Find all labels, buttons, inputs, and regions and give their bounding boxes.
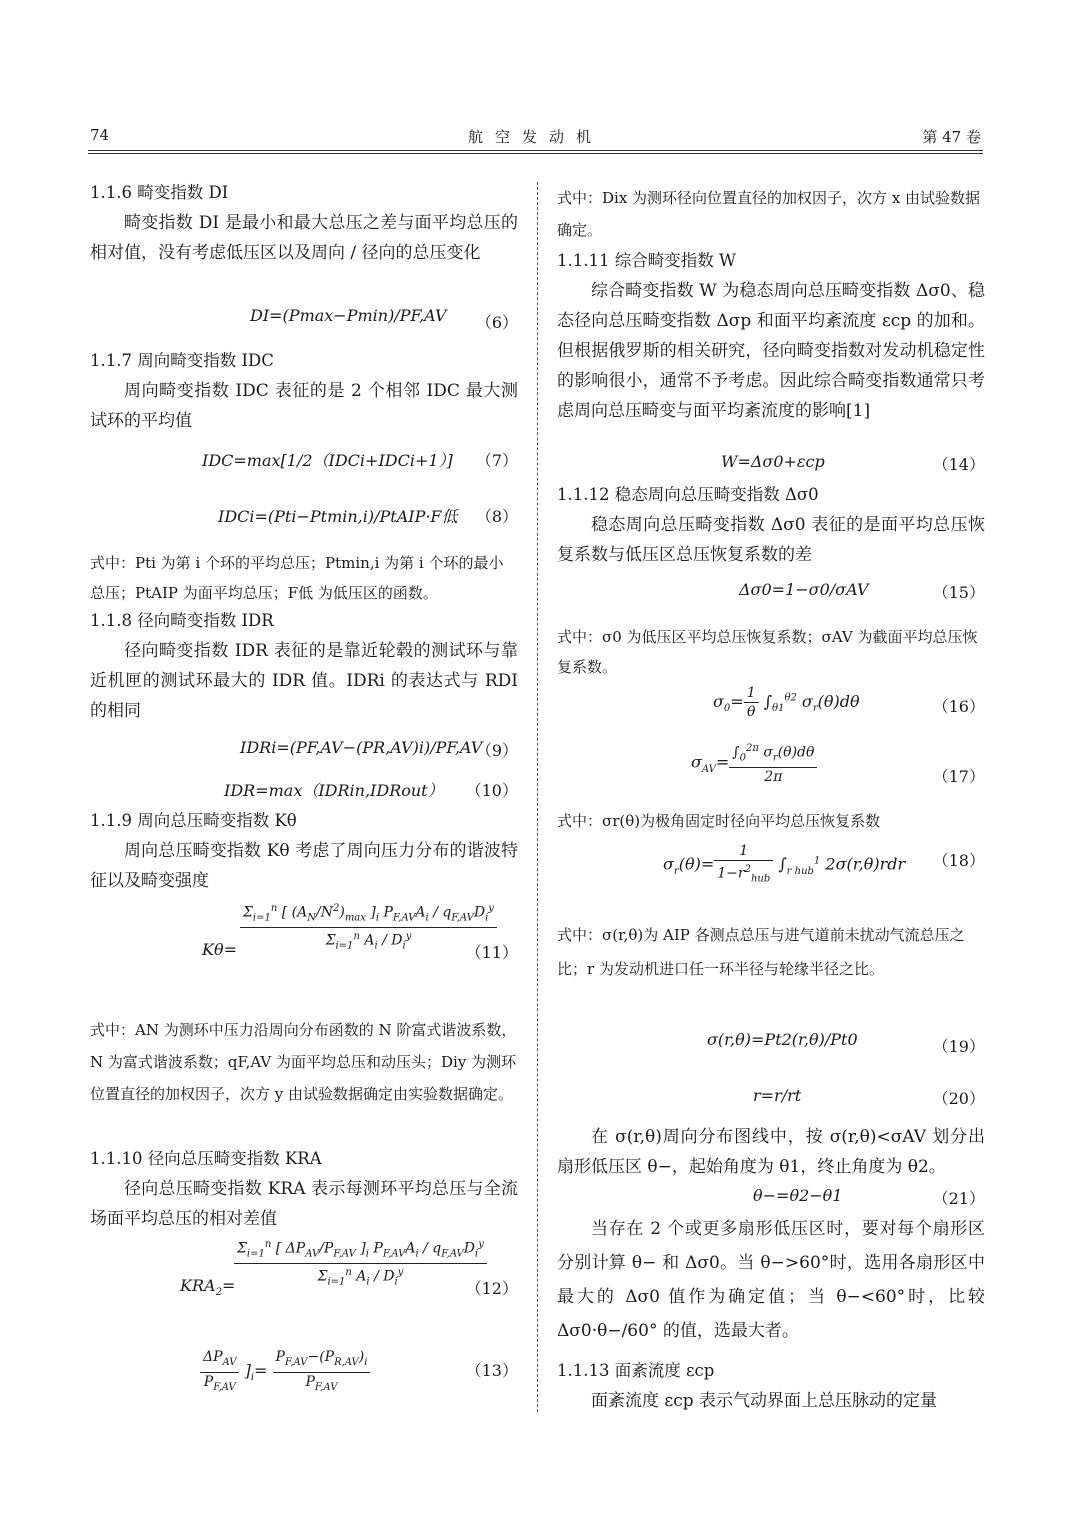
page-number: 74 [90,126,110,144]
equation-8 [90,498,518,548]
equation-body: θ−=θ2−θ1 [753,1186,843,1205]
equation-11 [90,900,518,1012]
section-heading: 1.1.13 面紊流度 εcp [557,1361,715,1380]
equation-body: $\sigma_r(\theta)=$ $\frac{1}{1-r^2_{hub}}$ $\int_{r hub}^1$ 2σ(r,θ)rdr [663,843,906,885]
equation-17 [557,736,985,800]
equation-number: （18） [932,851,985,870]
header-rule [88,150,983,151]
equation-number: （9） [475,741,518,760]
equation-body: W=Δσ0+εcp [721,452,825,471]
equation-10 [90,778,518,808]
equation-number: （17） [932,767,985,786]
paragraph: 径向总压畸变指数 KRA 表示每测环平均总压与全流场面平均总压的相对差值 [90,1179,518,1229]
equation-number: （10） [465,781,518,800]
equation-number: （14） [932,455,985,474]
equation-13 [90,1348,518,1398]
equation-fraction: $\frac{\Sigma_{i=1}^n [ (A_N/N^2)_{max} ]_i P_{F,AV}A_i / q_{F,AV}D_i^y}{\Sigma_{i=1}^n A_i / D_i^y}$ [240,900,497,956]
equation-body: IDCi=(Pti−Ptmin,i)/PtAIP·F低 [218,507,458,526]
journal-title: 航空发动机 [467,128,603,146]
formula-note: 式中：σ(r,θ)为 AIP 各测点总压与进气道前未扰动气流总压之比；r 为发动机进口任一环半径与轮缘半径之比。 [557,926,965,978]
equation-body: $\sigma_0=$ $\frac{1}{\theta}$ $\int_{\theta 1}^{\theta 2}$ $\sigma_r(\theta)d\theta$ [713,685,860,720]
equation-number: （6） [475,313,518,332]
equation-fraction: $\frac{\Sigma_{i=1}^n [ \Delta P_{AV}/P_{F,AV} ]_i P_{F,AV}A_i / q_{F,AV}D_i^y}{\Sigma_{i=1}^n A_i / D_i^y}$ [234,1236,487,1292]
section-heading: 1.1.10 径向总压畸变指数 KRA [90,1149,322,1168]
equation-21 [557,1184,985,1214]
equation-body: σ(r,θ)=Pt2(r,θ)/Pt0 [707,1030,858,1049]
equation-number: （7） [475,451,518,470]
equation-fraction: $\frac{\Delta P_{AV}}{P_{F,AV}}$ ]$_i=$ $\frac{P_{F,AV}-(P_{R,AV})_i}{P_{F,AV}}$ [200,1348,370,1397]
paragraph: 周向畸变指数 IDC 表征的是 2 个相邻 IDC 最大测试环的平均值 [90,381,518,431]
equation-body: IDR=max（IDRin,IDRout） [224,781,444,800]
formula-note: 式中：AN 为测环中压力沿周向分布函数的 N 阶富式谐波系数，N 为富式谐波系数；qF,AV 为面平均总压和动压头；Diy 为测环位置直径的加权因子，次方 y 由试验数据确定由实验数据确定。 [90,1021,517,1103]
equation-18 [557,838,985,906]
equation-number: （20） [932,1089,985,1108]
equation-number: （16） [932,697,985,716]
paragraph: 面紊流度 εcp 表示气动界面上总压脉动的定量 [591,1391,938,1411]
column-divider [537,182,538,1412]
equation-body: r=r/rt [753,1086,802,1105]
section-heading: 1.1.9 周向总压畸变指数 Kθ [90,811,297,830]
equation-number: （12） [465,1279,518,1298]
formula-note: 式中：σ0 为低压区平均总压恢复系数；σAV 为截面平均总压恢复系数。 [557,628,978,676]
volume-label: 第 47 卷 [922,128,981,146]
formula-note: 式中：Dix 为测环径向位置直径的加权因子，次方 x 由试验数据确定。 [557,189,981,239]
equation-number: （11） [465,943,518,962]
equation-body: IDC=max[1/2（IDCi+IDCi+1）] [202,451,453,470]
equation-number: （21） [932,1189,985,1208]
equation-body: DI=(Pmax−Pmin)/PF,AV [250,306,447,325]
equation-12 [90,1236,518,1348]
equation-9 [90,734,518,774]
equation-number: （19） [932,1037,985,1056]
paragraph: 稳态周向总压畸变指数 Δσ0 表征的是面平均总压恢复系数与低压区总压恢复系数的差 [557,515,985,565]
equation-6 [90,302,518,346]
equation-lhs: $KRA_2=$ [180,1276,236,1299]
equation-7 [90,444,518,484]
equation-body: Δσ0=1−σ0/σAV [739,580,869,599]
equation-15 [557,574,985,618]
equation-number: （13） [465,1361,518,1380]
equation-20 [557,1084,985,1114]
paragraph: 在 σ(r,θ)周向分布图线中，按 σ(r,θ)<σAV 划分出扇形低压区 θ−，起始角度为 θ1，终止角度为 θ2。 [557,1127,985,1177]
section-heading: 1.1.6 畸变指数 DI [90,183,229,202]
equation-number: （15） [932,583,985,602]
section-heading: 1.1.8 径向畸变指数 IDR [90,611,274,630]
section-heading: 1.1.11 综合畸变指数 W [557,251,736,270]
section-heading: 1.1.7 周向畸变指数 IDC [90,351,274,370]
equation-lhs: Kθ= [202,940,237,959]
paragraph: 周向总压畸变指数 Kθ 考虑了周向压力分布的谐波特征以及畸变强度 [90,841,518,891]
paragraph: 畸变指数 DI 是最小和最大总压之差与面平均总压的相对值，没有考虑低压区以及周向 / 径向的总压变化 [90,213,518,263]
formula-note: 式中：Pti 为第 i 个环的平均总压；Ptmin,i 为第 i 个环的最小总压；PtAIP 为面平均总压；F低 为低压区的函数。 [90,554,504,602]
section-heading: 1.1.12 稳态周向总压畸变指数 Δσ0 [557,485,819,504]
equation-body: $\sigma_{AV}=$ $\frac{\int_0^{2\pi} \sigma_r(\theta)d\theta}{2\pi}$ [691,740,817,786]
paragraph: 综合畸变指数 W 为稳态周向总压畸变指数 Δσ0、稳态径向总压畸变指数 Δσp 和面平均紊流度 εcp 的加和。但根据俄罗斯的相关研究，径向畸变指数对发动机稳定性的影响很小，通常不予考虑。因此综合畸变指数通常只考虑周向总压畸变与面平均紊流度的影响[1] [557,281,985,421]
equation-body: IDRi=(PF,AV−(PR,AV)i)/PF,AV [240,738,483,757]
equation-16 [557,684,985,730]
equation-19 [557,1026,985,1070]
paragraph: 当存在 2 个或更多扇形低压区时，要对每个扇形区分别计算 θ− 和 Δσ0。当 θ−>60°时，选用各扇形区中最大的 Δσ0 值作为确定值；当 θ−<60°时，比较 Δσ0·θ−/60° 的值，选最大者。 [557,1219,985,1341]
header-rule-thin [88,153,983,154]
equation-14 [557,450,985,480]
equation-number: （8） [475,507,518,526]
paragraph: 径向畸变指数 IDR 表征的是靠近轮毂的测试环与靠近机匣的测试环最大的 IDR 值。IDRi 的表达式与 RDI 的相同 [90,641,518,721]
formula-note: 式中：σr(θ)为极角固定时径向平均总压恢复系数 [557,812,881,830]
